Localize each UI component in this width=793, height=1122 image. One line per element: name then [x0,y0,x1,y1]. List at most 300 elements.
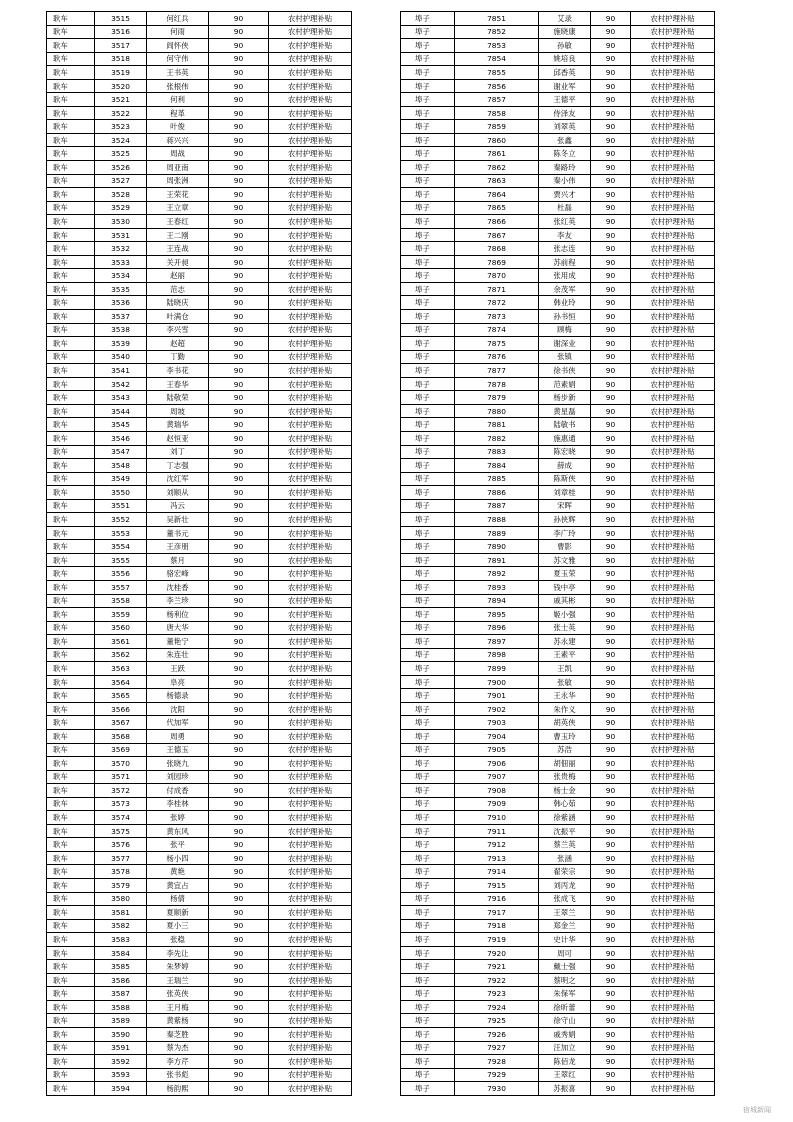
table-row [401,648,715,662]
table-row [401,987,715,1001]
number-cell: 3521 [95,93,147,107]
amount-cell: 90 [591,635,631,649]
name-cell: 刘园珍 [147,770,209,784]
town-cell: 埠子 [401,892,455,906]
amount-cell: 90 [591,594,631,608]
amount-cell: 90 [591,838,631,852]
name-cell: 陈宏晓 [539,445,591,459]
subsidy-type-cell: 农村护理补贴 [631,106,715,120]
name-cell: 黄星磊 [539,404,591,418]
table-row [47,52,352,66]
subsidy-type-cell: 农村护理补贴 [269,635,352,649]
number-cell: 7892 [455,567,539,581]
subsidy-type-cell: 农村护理补贴 [269,851,352,865]
amount-cell: 90 [591,1055,631,1069]
amount-cell: 90 [591,960,631,974]
amount-cell: 90 [591,391,631,405]
table-row [401,472,715,486]
name-cell: 骆宏峰 [147,567,209,581]
subsidy-type-cell: 农村护理补贴 [269,404,352,418]
table-row [47,648,352,662]
subsidy-type-cell: 农村护理补贴 [269,391,352,405]
subsidy-type-cell: 农村护理补贴 [269,418,352,432]
table-row [401,906,715,920]
table-row [401,729,715,743]
town-cell: 耿车 [47,66,95,80]
town-cell: 埠子 [401,445,455,459]
town-cell: 耿车 [47,1055,95,1069]
table-row [401,133,715,147]
town-cell: 耿车 [47,93,95,107]
amount-cell: 90 [209,960,269,974]
table-row [47,784,352,798]
name-cell: 顾梅 [539,323,591,337]
name-cell: 姬小强 [539,608,591,622]
amount-cell: 90 [209,580,269,594]
town-cell: 埠子 [401,838,455,852]
subsidy-type-cell: 农村护理补贴 [631,499,715,513]
amount-cell: 90 [209,12,269,26]
town-cell: 埠子 [401,1041,455,1055]
subsidy-type-cell: 农村护理补贴 [631,350,715,364]
amount-cell: 90 [591,323,631,337]
table-row [401,242,715,256]
amount-cell: 90 [591,906,631,920]
amount-cell: 90 [209,946,269,960]
amount-cell: 90 [591,702,631,716]
town-cell: 埠子 [401,621,455,635]
town-cell: 耿车 [47,824,95,838]
table-row [401,66,715,80]
town-cell: 耿车 [47,892,95,906]
number-cell: 7855 [455,66,539,80]
town-cell: 埠子 [401,120,455,134]
town-cell: 埠子 [401,729,455,743]
table-row [47,215,352,229]
name-cell: 夏顺新 [147,906,209,920]
table-row [47,147,352,161]
subsidy-type-cell: 农村护理补贴 [631,946,715,960]
table-row [47,933,352,947]
table-row [47,1014,352,1028]
name-cell: 史计华 [539,933,591,947]
table-row [47,486,352,500]
name-cell: 王连战 [147,242,209,256]
name-cell: 朱连壮 [147,648,209,662]
subsidy-type-cell: 农村护理补贴 [631,228,715,242]
name-cell: 黄艳 [147,865,209,879]
town-cell: 耿车 [47,838,95,852]
table-row [401,161,715,175]
table-row [401,513,715,527]
town-cell: 耿车 [47,120,95,134]
amount-cell: 90 [209,133,269,147]
subsidy-type-cell: 农村护理补贴 [631,120,715,134]
name-cell: 蔡为杰 [147,1041,209,1055]
number-cell: 3591 [95,1041,147,1055]
number-cell: 3541 [95,364,147,378]
subsidy-type-cell: 农村护理补贴 [269,729,352,743]
town-cell: 耿车 [47,404,95,418]
amount-cell: 90 [209,1014,269,1028]
name-cell: 黄紫杨 [147,1014,209,1028]
number-cell: 3554 [95,540,147,554]
name-cell: 程革 [147,106,209,120]
name-cell: 蒋兴兴 [147,133,209,147]
table-row [47,702,352,716]
name-cell: 李桂林 [147,797,209,811]
subsidy-type-cell: 农村护理补贴 [269,689,352,703]
table-row [401,1068,715,1082]
number-cell: 7926 [455,1028,539,1042]
number-cell: 3555 [95,553,147,567]
amount-cell: 90 [209,174,269,188]
number-cell: 3576 [95,838,147,852]
subsidy-type-cell: 农村护理补贴 [269,513,352,527]
table-row [401,526,715,540]
table-row [401,540,715,554]
name-cell: 胡佃丽 [539,757,591,771]
town-cell: 埠子 [401,662,455,676]
name-cell: 刘章桂 [539,486,591,500]
number-cell: 3527 [95,174,147,188]
town-cell: 埠子 [401,526,455,540]
table-row [401,431,715,445]
name-cell: 薛成 [539,459,591,473]
town-cell: 埠子 [401,1055,455,1069]
number-cell: 3592 [95,1055,147,1069]
name-cell: 冯云 [147,499,209,513]
number-cell: 3568 [95,729,147,743]
number-cell: 7865 [455,201,539,215]
town-cell: 耿车 [47,377,95,391]
town-cell: 埠子 [401,919,455,933]
number-cell: 7886 [455,486,539,500]
town-cell: 埠子 [401,310,455,324]
amount-cell: 90 [591,106,631,120]
name-cell: 范素娟 [539,377,591,391]
amount-cell: 90 [209,919,269,933]
number-cell: 3526 [95,161,147,175]
amount-cell: 90 [591,851,631,865]
amount-cell: 90 [591,797,631,811]
town-cell: 埠子 [401,1000,455,1014]
town-cell: 埠子 [401,350,455,364]
name-cell: 余茂军 [539,282,591,296]
amount-cell: 90 [209,1041,269,1055]
number-cell: 7857 [455,93,539,107]
town-cell: 耿车 [47,364,95,378]
amount-cell: 90 [591,1041,631,1055]
subsidy-type-cell: 农村护理补贴 [269,350,352,364]
amount-cell: 90 [591,282,631,296]
name-cell: 赵超 [147,337,209,351]
name-cell: 张婷 [147,811,209,825]
town-cell: 埠子 [401,513,455,527]
town-cell: 耿车 [47,743,95,757]
table-row [47,1082,352,1096]
table-row [401,269,715,283]
subsidy-type-cell: 农村护理补贴 [631,729,715,743]
name-cell: 黄宜占 [147,879,209,893]
town-cell: 耿车 [47,567,95,581]
town-cell: 耿车 [47,12,95,26]
subsidy-type-cell: 农村护理补贴 [631,391,715,405]
table-row [47,567,352,581]
number-cell: 7852 [455,25,539,39]
name-cell: 叶满仓 [147,310,209,324]
subsidy-type-cell: 农村护理补贴 [269,228,352,242]
number-cell: 3530 [95,215,147,229]
town-cell: 埠子 [401,215,455,229]
subsidy-type-cell: 农村护理补贴 [269,879,352,893]
town-cell: 耿车 [47,391,95,405]
town-cell: 埠子 [401,1068,455,1082]
name-cell: 苏永建 [539,635,591,649]
subsidy-type-cell: 农村护理补贴 [269,838,352,852]
number-cell: 7875 [455,337,539,351]
amount-cell: 90 [591,337,631,351]
table-row [47,269,352,283]
number-cell: 7930 [455,1082,539,1096]
name-cell: 戚秀娟 [539,1028,591,1042]
subsidy-type-cell: 农村护理补贴 [631,242,715,256]
number-cell: 7902 [455,702,539,716]
name-cell: 徐昕蕾 [539,1000,591,1014]
number-cell: 7915 [455,879,539,893]
subsidy-type-cell: 农村护理补贴 [269,188,352,202]
amount-cell: 90 [209,608,269,622]
amount-cell: 90 [209,1028,269,1042]
subsidy-type-cell: 农村护理补贴 [631,161,715,175]
town-cell: 耿车 [47,337,95,351]
subsidy-type-cell: 农村护理补贴 [631,851,715,865]
name-cell: 张鑫 [539,133,591,147]
name-cell: 张涵 [539,851,591,865]
subsidy-type-cell: 农村护理补贴 [631,445,715,459]
subsidy-type-cell: 农村护理补贴 [269,621,352,635]
amount-cell: 90 [591,553,631,567]
table-row [47,459,352,473]
name-cell: 赵恒亚 [147,431,209,445]
number-cell: 3542 [95,377,147,391]
table-row [47,919,352,933]
subsidy-type-cell: 农村护理补贴 [631,1082,715,1096]
amount-cell: 90 [209,567,269,581]
subsidy-type-cell: 农村护理补贴 [269,1082,352,1096]
amount-cell: 90 [209,350,269,364]
table-row [47,404,352,418]
table-row [47,1000,352,1014]
name-cell: 杨利位 [147,608,209,622]
subsidy-type-cell: 农村护理补贴 [631,675,715,689]
name-cell: 周战 [147,147,209,161]
amount-cell: 90 [209,472,269,486]
amount-cell: 90 [591,215,631,229]
table-row [401,1082,715,1096]
town-cell: 埠子 [401,824,455,838]
number-cell: 3577 [95,851,147,865]
amount-cell: 90 [209,445,269,459]
table-row [401,797,715,811]
subsidy-type-cell: 农村护理补贴 [269,337,352,351]
subsidy-type-cell: 农村护理补贴 [269,648,352,662]
name-cell: 曹玉玲 [539,729,591,743]
subsidy-type-cell: 农村护理补贴 [631,526,715,540]
town-cell: 埠子 [401,323,455,337]
table-row [401,879,715,893]
amount-cell: 90 [209,906,269,920]
number-cell: 3570 [95,757,147,771]
amount-cell: 90 [209,662,269,676]
amount-cell: 90 [209,526,269,540]
town-cell: 耿车 [47,594,95,608]
table-row [401,770,715,784]
number-cell: 7895 [455,608,539,622]
town-cell: 埠子 [401,811,455,825]
amount-cell: 90 [591,310,631,324]
name-cell: 付成香 [147,784,209,798]
town-cell: 埠子 [401,946,455,960]
table-row [401,499,715,513]
town-cell: 耿车 [47,106,95,120]
amount-cell: 90 [591,973,631,987]
subsidy-type-cell: 农村护理补贴 [269,580,352,594]
amount-cell: 90 [209,1082,269,1096]
subsidy-type-cell: 农村护理补贴 [631,296,715,310]
number-cell: 3533 [95,255,147,269]
table-row [47,255,352,269]
subsidy-type-cell: 农村护理补贴 [631,892,715,906]
town-cell: 耿车 [47,323,95,337]
town-cell: 耿车 [47,242,95,256]
amount-cell: 90 [209,120,269,134]
amount-cell: 90 [209,79,269,93]
table-row [401,933,715,947]
subsidy-type-cell: 农村护理补贴 [269,66,352,80]
number-cell: 3573 [95,797,147,811]
table-row [47,621,352,635]
subsidy-type-cell: 农村护理补贴 [269,377,352,391]
table-row [401,567,715,581]
town-cell: 埠子 [401,472,455,486]
amount-cell: 90 [209,879,269,893]
town-cell: 耿车 [47,499,95,513]
amount-cell: 90 [591,418,631,432]
number-cell: 3524 [95,133,147,147]
number-cell: 7901 [455,689,539,703]
name-cell: 蔡明之 [539,973,591,987]
number-cell: 7908 [455,784,539,798]
town-cell: 埠子 [401,865,455,879]
name-cell: 王永华 [539,689,591,703]
table-row [47,472,352,486]
subsidy-type-cell: 农村护理补贴 [631,621,715,635]
town-cell: 耿车 [47,635,95,649]
town-cell: 埠子 [401,133,455,147]
subsidy-type-cell: 农村护理补贴 [631,784,715,798]
table-row [401,296,715,310]
name-cell: 王月梅 [147,1000,209,1014]
amount-cell: 90 [209,201,269,215]
town-cell: 埠子 [401,242,455,256]
number-cell: 7889 [455,526,539,540]
amount-cell: 90 [209,188,269,202]
table-row [47,553,352,567]
table-row [401,39,715,53]
town-cell: 埠子 [401,635,455,649]
subsidy-type-cell: 农村护理补贴 [631,1000,715,1014]
town-cell: 耿车 [47,310,95,324]
amount-cell: 90 [209,757,269,771]
town-cell: 埠子 [401,567,455,581]
town-cell: 埠子 [401,39,455,53]
table-row [401,404,715,418]
subsidy-type-cell: 农村护理补贴 [631,188,715,202]
name-cell: 王德玉 [147,743,209,757]
number-cell: 3525 [95,147,147,161]
name-cell: 周坡 [147,404,209,418]
subsidy-type-cell: 农村护理补贴 [269,499,352,513]
name-cell: 赵丽 [147,269,209,283]
name-cell: 汪加立 [539,1041,591,1055]
subsidy-type-cell: 农村护理补贴 [631,337,715,351]
name-cell: 苏前程 [539,255,591,269]
town-cell: 埠子 [401,648,455,662]
amount-cell: 90 [591,662,631,676]
name-cell: 施晓康 [539,25,591,39]
number-cell: 3587 [95,987,147,1001]
table-row [47,228,352,242]
name-cell: 周可 [539,946,591,960]
table-row [401,1014,715,1028]
amount-cell: 90 [209,242,269,256]
number-cell: 7860 [455,133,539,147]
subsidy-type-cell: 农村护理补贴 [631,757,715,771]
town-cell: 埠子 [401,851,455,865]
number-cell: 7869 [455,255,539,269]
table-row [401,391,715,405]
number-cell: 7873 [455,310,539,324]
amount-cell: 90 [209,540,269,554]
table-row [47,12,352,26]
amount-cell: 90 [591,648,631,662]
number-cell: 7929 [455,1068,539,1082]
number-cell: 7884 [455,459,539,473]
town-cell: 埠子 [401,188,455,202]
town-cell: 埠子 [401,93,455,107]
amount-cell: 90 [591,675,631,689]
town-cell: 埠子 [401,797,455,811]
number-cell: 7894 [455,594,539,608]
name-cell: 苏振喜 [539,1082,591,1096]
subsidy-type-cell: 农村护理补贴 [631,797,715,811]
town-cell: 埠子 [401,675,455,689]
subsidy-type-cell: 农村护理补贴 [631,201,715,215]
subsidy-type-cell: 农村护理补贴 [631,323,715,337]
name-cell: 李方芹 [147,1055,209,1069]
town-cell: 耿车 [47,133,95,147]
amount-cell: 90 [209,1068,269,1082]
number-cell: 7891 [455,553,539,567]
name-cell: 孙敏 [539,39,591,53]
table-row [47,729,352,743]
amount-cell: 90 [591,242,631,256]
number-cell: 7888 [455,513,539,527]
subsidy-type-cell: 农村护理补贴 [631,594,715,608]
subsidy-type-cell: 农村护理补贴 [631,513,715,527]
town-cell: 耿车 [47,702,95,716]
